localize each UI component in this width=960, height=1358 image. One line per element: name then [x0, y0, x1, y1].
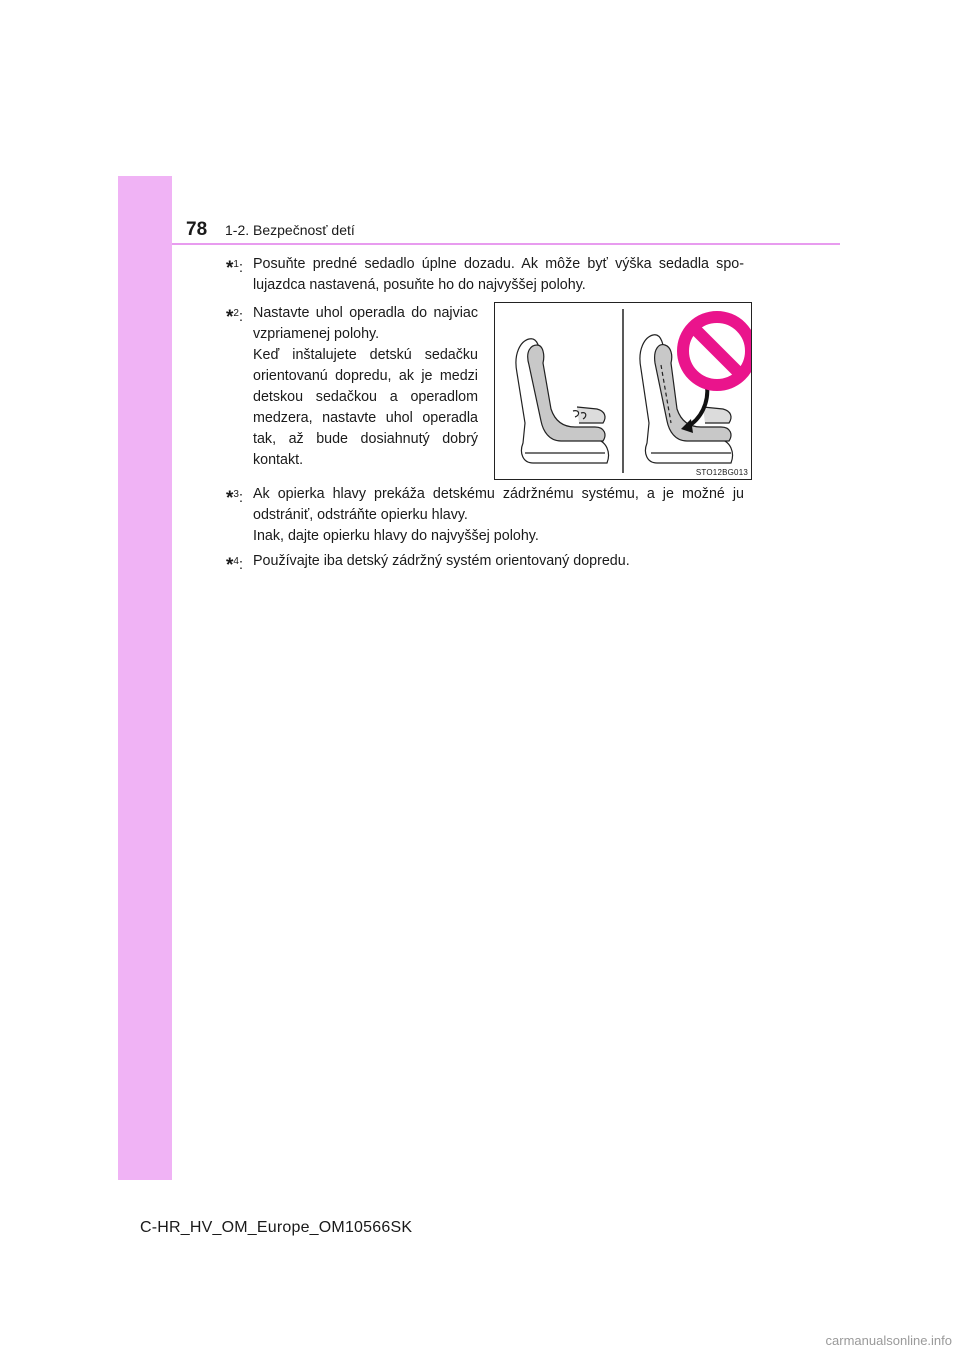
note-text: Ak opierka hlavy prekáža detskému zádržnému systému, a je možné ju odstrániť, odstráňte opierku hlavy.	[253, 486, 744, 523]
note-2	[226, 303, 478, 471]
note-marker: *$^1$:	[226, 258, 243, 279]
manual-code: C-HR_HV_OM_Europe_OM10566SK	[140, 1219, 413, 1236]
note-text: Používajte iba detský zádržný systém orientovaný dopredu.	[253, 553, 630, 569]
note-4	[226, 551, 744, 576]
side-band	[118, 176, 172, 1180]
note-marker: *$^4$:	[226, 555, 243, 576]
note-3	[226, 484, 744, 547]
watermark: carmanualsonline.info	[825, 1333, 952, 1348]
seat-correct	[516, 339, 609, 463]
note-marker: *$^3$:	[226, 488, 243, 509]
child-seat-figure	[494, 302, 752, 480]
section-title: 1-2. Bezpečnosť detí	[225, 222, 355, 238]
note-text: Inak, dajte opierku hlavy do najvyššej polohy.	[253, 528, 539, 544]
note-text: Posuňte predné sedadlo úplne dozadu. Ak môže byť výška sedadla spo-lujazdca nastavená, posuňte ho do najvyššej polohy.	[253, 256, 744, 293]
header-rule	[172, 243, 840, 245]
note-text: Nastavte uhol operadla do najviac vzpriamenej polohy.	[253, 305, 478, 342]
figure-code: STO12BG013	[695, 468, 748, 477]
note-text: Keď inštalujete detskú sedačku orientovanú dopredu, ak je medzi detskou sedačkou a operadlom medzera, nastavte uhol operadla tak, až bude dosiahnutý dobrý kontakt.	[253, 347, 478, 468]
page-number: 78	[186, 219, 208, 240]
note-1	[226, 254, 744, 296]
note-marker: *$^2$:	[226, 307, 243, 328]
prohibition-icon	[683, 317, 751, 385]
seat-illustration	[495, 303, 751, 479]
